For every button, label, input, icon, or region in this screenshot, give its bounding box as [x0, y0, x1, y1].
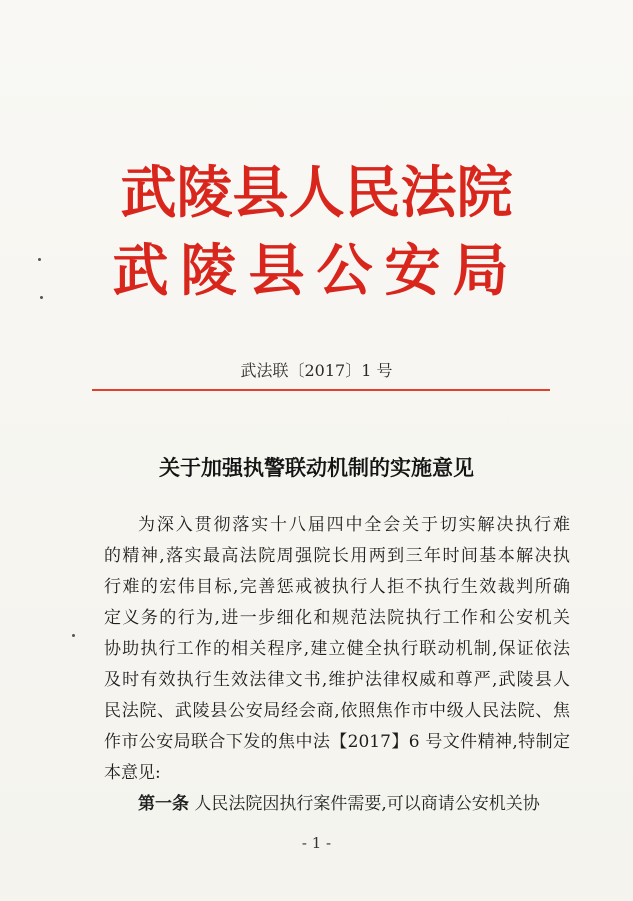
- binding-hole-mark: [72, 634, 75, 637]
- document-number: 武法联〔2017〕1 号: [240, 361, 393, 380]
- body-line: 的精神,落实最高法院周强院长用两到三年时间基本解决执: [104, 546, 570, 566]
- header-police-name: 武陵县公安局: [112, 238, 521, 304]
- body-line: 为深入贯彻落实十八届四中全会关于切实解决执行难: [138, 515, 570, 535]
- body-line: 定义务的行为,进一步细化和规范法院执行工作和公安机关: [104, 608, 570, 628]
- article-1: [104, 789, 570, 820]
- body-line: 本意见:: [104, 763, 161, 783]
- binding-hole-mark: [40, 296, 43, 299]
- body-line: 协助执行工作的相关程序,建立健全执行联动机制,保证依法: [104, 639, 570, 659]
- body-text: [104, 510, 570, 820]
- header-court-name: 武陵县人民法院: [120, 160, 513, 226]
- body-line: 及时有效执行生效法律文书,维护法律权威和尊严,武陵县人: [104, 670, 570, 690]
- page-number: - 1 -: [301, 834, 332, 852]
- article-1-text: 人民法院因执行案件需要,可以商请公安机关协: [189, 794, 540, 814]
- body-line: 民法院、武陵县公安局经会商,依照焦作市中级人民法院、焦: [104, 701, 570, 721]
- body-line: 行难的宏伟目标,完善惩戒被执行人拒不执行生效裁判所确: [104, 577, 570, 597]
- body-line: 作市公安局联合下发的焦中法【2017】6 号文件精神,特制定: [104, 732, 570, 752]
- article-1-label: 第一条: [138, 794, 189, 814]
- binding-hole-mark: [38, 258, 41, 261]
- document-title: 关于加强执警联动机制的实施意见: [159, 455, 474, 480]
- red-separator-line: [92, 389, 550, 391]
